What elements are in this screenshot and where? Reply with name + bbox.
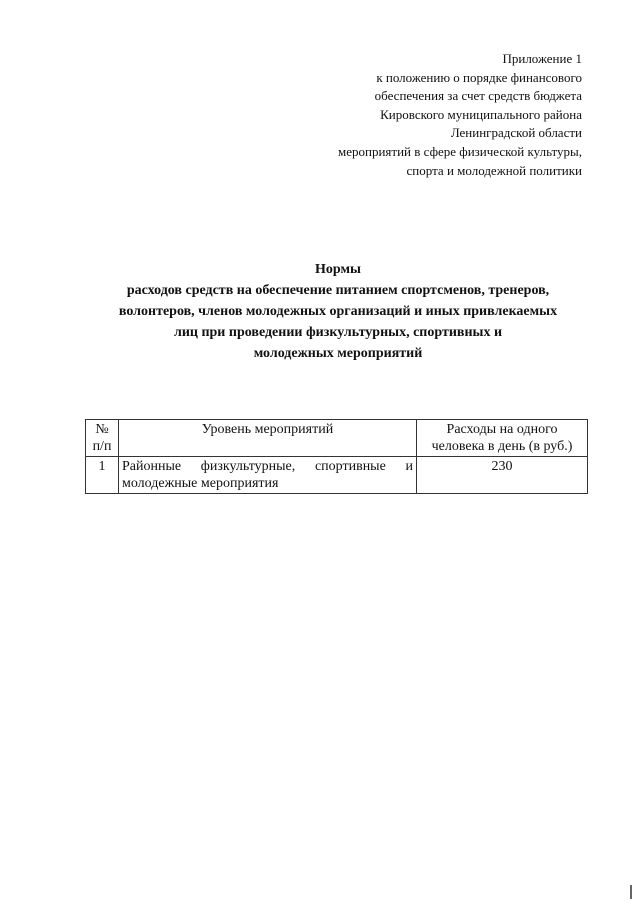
header-number — [86, 420, 119, 457]
appendix-line: обеспечения за счет средств бюджета — [374, 88, 582, 104]
appendix-line: Ленинградской области — [450, 125, 582, 141]
title-line: расходов средств на обеспечение питанием спортсменов, тренеров, — [126, 283, 550, 298]
table-header-row — [86, 420, 588, 457]
row-number: 1 — [86, 457, 119, 494]
norms-table — [85, 419, 588, 494]
header-cost-line2: человека в день (в руб.) — [431, 439, 573, 454]
row-cost: 230 — [417, 457, 588, 494]
appendix-line: к положению о порядке финансового — [376, 69, 582, 85]
title-line: лиц при проведении физкультурных, спортивных и — [173, 325, 503, 340]
appendix-line: мероприятий в сфере физической культуры, — [338, 143, 582, 159]
appendix-line: спорта и молодежной политики — [406, 162, 582, 178]
document-title — [88, 259, 588, 364]
header-cost — [417, 420, 588, 457]
table-row — [86, 457, 588, 494]
title-line: молодежных мероприятий — [253, 346, 423, 361]
appendix-header — [262, 50, 582, 180]
header-number-line2: п/п — [92, 439, 112, 454]
appendix-line: Приложение 1 — [502, 51, 582, 66]
header-cost-line1: Расходы на одного — [446, 422, 558, 437]
appendix-line: Кировского муниципального района — [380, 106, 582, 122]
header-number-line1: № — [95, 422, 109, 437]
scan-edge-mark — [630, 885, 632, 899]
row-level: Районные физкультурные, спортивные и молодежные мероприятия — [119, 457, 417, 494]
title-heading: Нормы — [315, 262, 361, 277]
header-level: Уровень мероприятий — [119, 420, 417, 457]
title-line: волонтеров, членов молодежных организаций и иных привлекаемых — [118, 304, 558, 319]
